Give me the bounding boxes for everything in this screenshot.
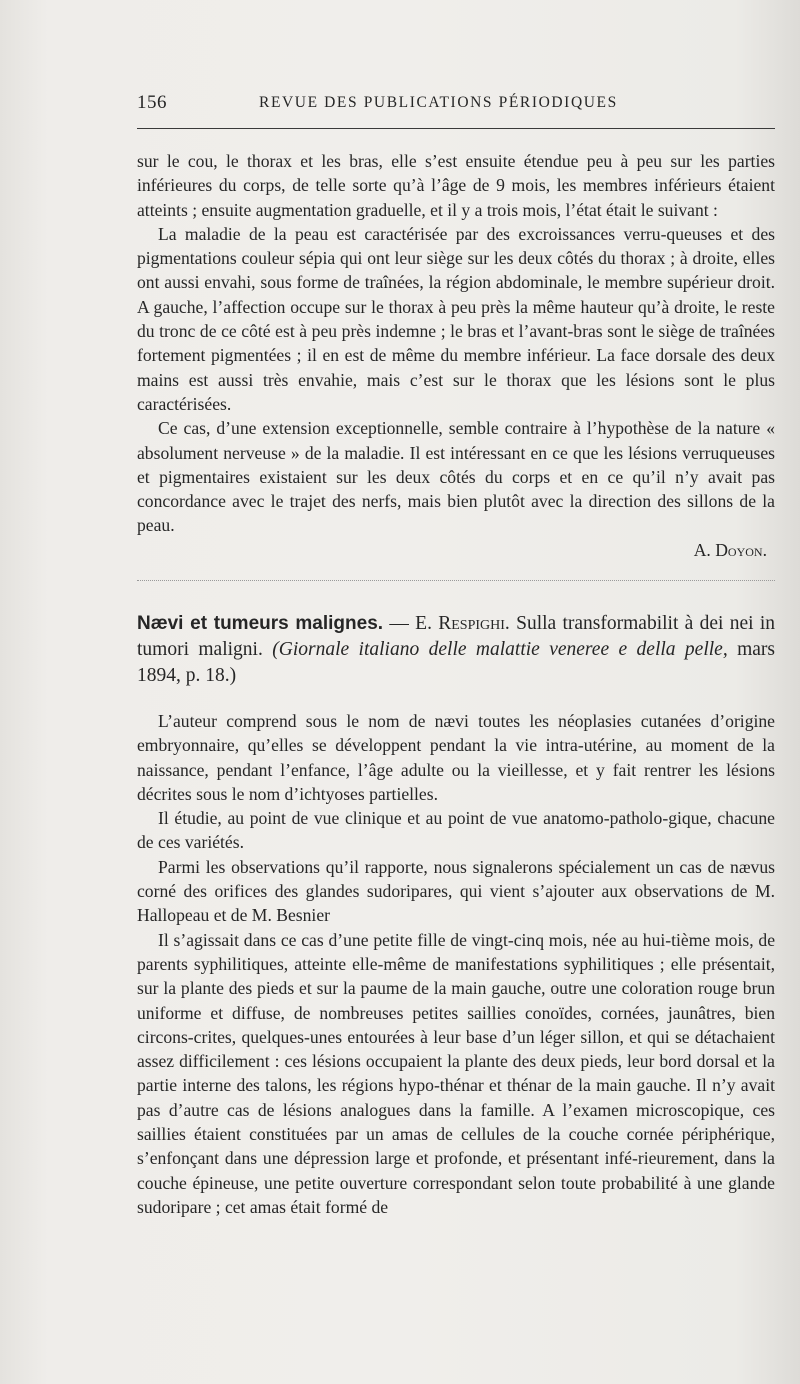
- paragraph: sur le cou, le thorax et les bras, elle s’est ensuite étendue peu à peu sur les parties inférieures du corps, de telle sorte qu’à l’âge de 9 mois, les membres inférieurs étaient atteints ; ensuite augmentation graduelle, et il y a trois mois, l’état était le suivant :: [137, 151, 775, 220]
- signature-name: Doyon.: [715, 539, 767, 560]
- running-title: REVUE DES PUBLICATIONS PÉRIODIQUES: [259, 94, 618, 111]
- paragraph: Il s’agissait dans ce cas d’une petite fille de vingt-cinq mois, née au hui-tième mois, de parents syphilitiques, atteinte elle-même de manifestations syphilitiques ; elle présentait, sur la plante des pieds et sur la paume de la main gauche, outre une coloration rouge brun uniforme et diffuse, de nombreuses petites saillies conoïdes, cornées, jaunâtres, bien circons-crites, quelques-unes entourées à leur base d’un léger sillon, et qui se détachaient assez difficilement : ces lésions occupaient la plante des deux pieds, leur bord dorsal et la partie interne des talons, les régions hypo-thénar et thénar de la main gauche. Il n’y avait pas d’autre cas de lésions analogues dans la famille. A l’examen microscopique, ces saillies étaient constituées par un amas de cellules de la couche cornée périphérique, s’enfonçant dans une dépression large et profonde, et présentant infé-rieurement, dans la couche épineuse, une petite ouverture correspondant selon toute probabilité à une glande sudoripare ; cet amas était formé de: [137, 929, 775, 1217]
- signature-initial: A.: [693, 539, 711, 560]
- paragraph: La maladie de la peau est caractérisée par des excroissances verru-queuses et des pigmentations couleur sépia qui ont leur siège sur les deux côtés du thorax ; à droite, elles ont aussi envahi, sous forme de traînées, la région abdominale, le membre supérieur droit. A gauche, l’affection occupe sur le thorax à peu près la même hauteur qu’à droite, le reste du tronc de ce côté est à peu près indemne ; le bras et l’avant-bras sont le siège de traînées fortement pigmentées ; il en est de même du membre inférieur. La face dorsale des deux mains est aussi très envahie, mais c’est sur le thorax que les lésions sont le plus caractérisées.: [137, 223, 775, 414]
- italian-title: Sulla transformabilit à dei nei in tumori maligni.: [137, 613, 776, 660]
- article-heading: [137, 611, 775, 689]
- article-title: Nævi et tumeurs malignes.: [137, 613, 384, 634]
- first-article-body: [137, 149, 775, 562]
- journal-name: (Giornale italiano delle malattie veneree e della pelle,: [272, 639, 728, 660]
- author-name: Respighi.: [438, 613, 510, 634]
- second-article-body: [137, 709, 775, 1219]
- citation: mars 1894, p. 18.): [137, 639, 776, 686]
- author-dash: — E.: [389, 613, 432, 634]
- page-number: 156: [137, 92, 167, 113]
- paragraph: L’auteur comprend sous le nom de nævi toutes les néoplasies cutanées d’origine embryonnaire, qu’elles se développent pendant la vie intra-utérine, au moment de la naissance, pendant l’enfance, l’âge adulte ou la vieillesse, et y fait rentrer les lésions décrites sous le nom d’ichtyoses partielles.: [137, 711, 775, 804]
- page-header: [137, 92, 775, 116]
- header-rule: [137, 128, 775, 129]
- paragraph: Ce cas, d’une extension exceptionnelle, semble contraire à l’hypothèse de la nature « absolument nerveuse » de la maladie. Il est intéressant en ce que les lésions verruqueuses et pigmentaires existaient sur les deux côtés du corps et en ce qu’il n’y avait pas concordance avec le trajet des nerfs, mais bien plutôt avec la direction des sillons de la peau.: [137, 418, 775, 536]
- paragraph: Parmi les observations qu’il rapporte, nous signalerons spécialement un cas de nævus corné des orifices des glandes sudoripares, qui vient s’ajouter aux observations de M. Hallopeau et de M. Besnier: [137, 856, 775, 926]
- paragraph: Il étudie, au point de vue clinique et au point de vue anatomo-patholo-gique, chacune de ces variétés.: [137, 808, 775, 853]
- section-separator: [137, 580, 775, 581]
- signature: [137, 538, 775, 562]
